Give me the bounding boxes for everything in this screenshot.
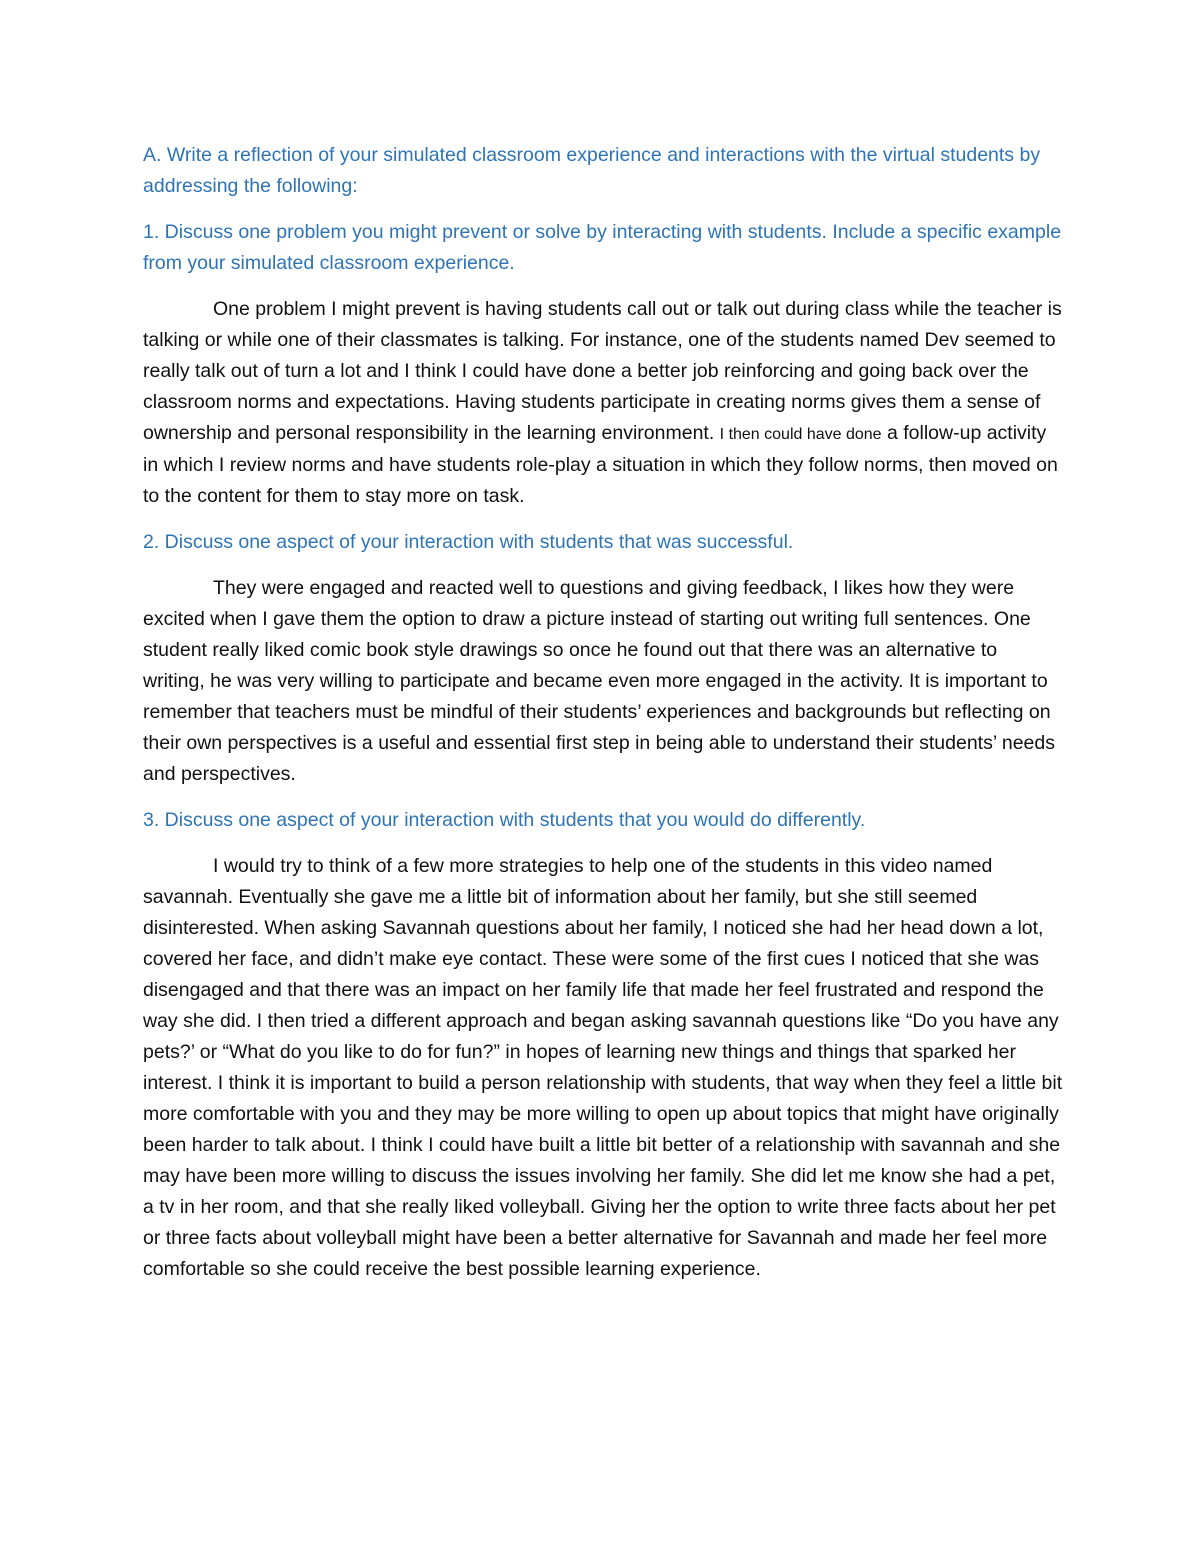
answer-3: I would try to think of a few more strategies to help one of the students in this video named savannah. Eventually she gave me a little bit of information about her family, but she still seemed disinterested. When asking Savannah questions about her family, I noticed she had her head down a lot, covered her face, and didn’t make eye contact. These were some of the first cues I noticed that she was disengaged and that there was an impact on her family life that made her feel frustrated and respond the way she did. I then tried a different approach and began asking savannah questions like “Do you have any pets?’ or “What do you like to do for fun?” in hopes of learning new things and things that sparked her interest. I think it is important to build a person relationship with students, that way when they feel a little bit more comfortable with you and they may be more willing to open up about topics that might have originally been harder to talk about. I think I could have built a little bit better of a relationship with savannah and she may have been more willing to discuss the issues involving her family. She did let me know she had a pet, a tv in her room, and that she really liked volleyball. Giving her the option to write three facts about her pet or three facts about volleyball might have been a better alternative for Savannah and made her feel more comfortable so she could receive the best possible learning experience.: [143, 855, 1063, 1280]
answer-1-small-text: I then could have done: [719, 426, 882, 443]
answer-1-part2: a follow-up activity in which I review norms and have students role-play a situation in which they follow norms, then moved on to the content for them to stay more on task.: [143, 422, 1058, 507]
question-2: 2. Discuss one aspect of your interaction with students that was successful.: [143, 531, 794, 553]
question-3: 3. Discuss one aspect of your interaction with students that you would do differently.: [143, 809, 866, 831]
answer-1-part1: One problem I might prevent is having students call out or talk out during class while the teacher is talking or while one of their classmates is talking. For instance, one of the students named Dev seemed to really talk out of turn a lot and I think I could have done a better job reinforcing and going back over the classroom norms and expectations. Having students participate in creating norms gives them a sense of ownership and personal responsibility in the learning environment.: [143, 298, 1062, 444]
heading-a: A. Write a reflection of your simulated classroom experience and interactions with the virtual students by addressing the following:: [143, 144, 1041, 197]
document-body: [143, 140, 1063, 1300]
answer-2: They were engaged and reacted well to questions and giving feedback, I likes how they were excited when I gave them the option to draw a picture instead of starting out writing full sentences. One student really liked comic book style drawings so once he found out that there was an alternative to writing, he was very willing to participate and became even more engaged in the activity. It is important to remember that teachers must be mindful of their students’ experiences and backgrounds but reflecting on their own perspectives is a useful and essential first step in being able to understand their students’ needs and perspectives.: [143, 577, 1055, 785]
answer-1: [143, 294, 1063, 512]
question-1: 1. Discuss one problem you might prevent or solve by interacting with students. Include a specific example from your simulated classroom experience.: [143, 221, 1062, 274]
